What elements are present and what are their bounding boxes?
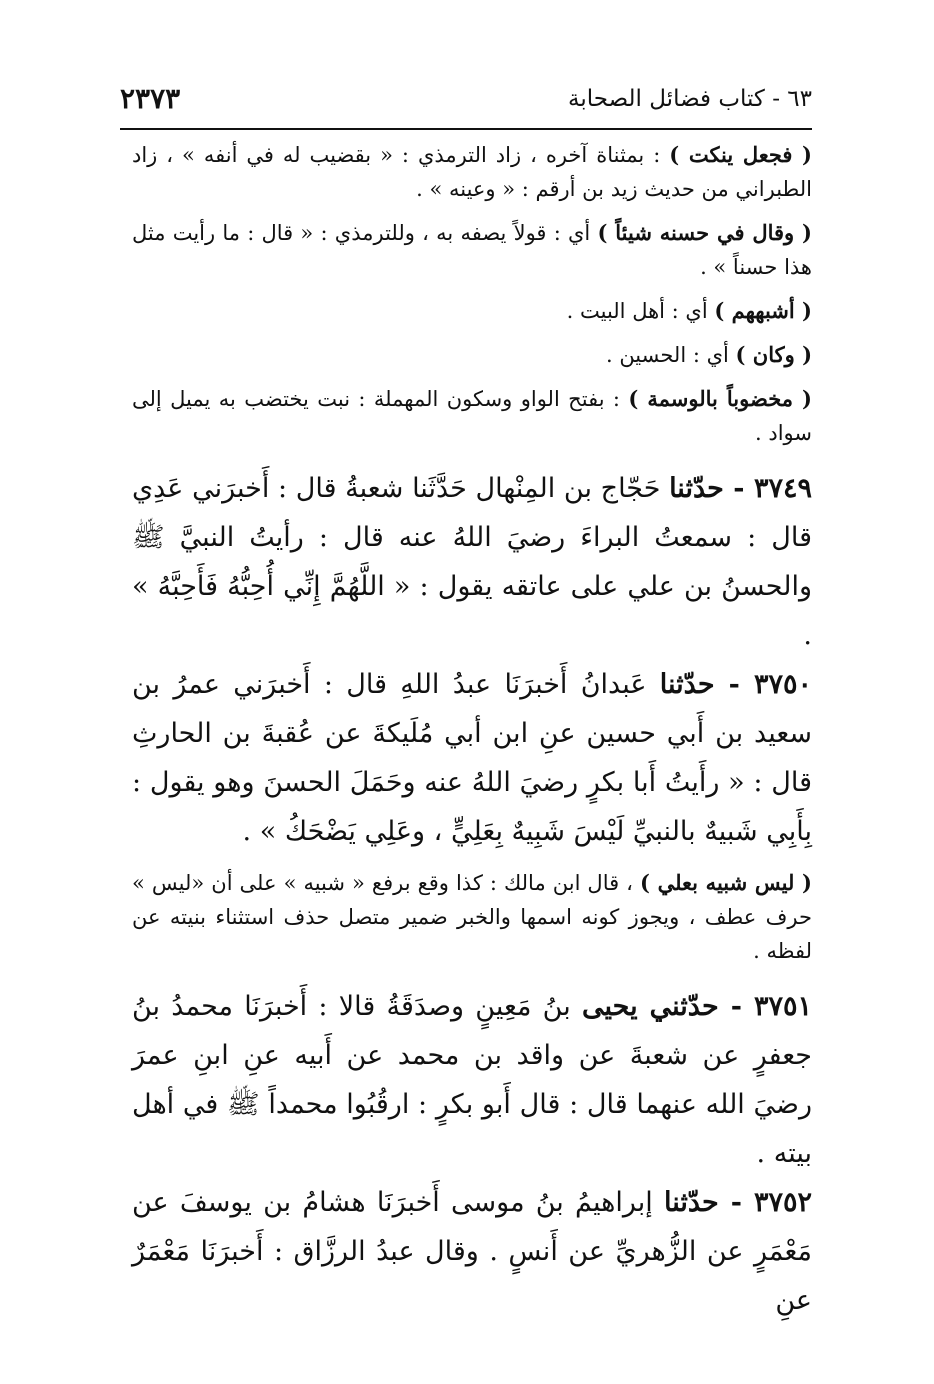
commentary-paragraph xyxy=(132,382,812,450)
commentary-paragraph xyxy=(132,216,812,284)
commentary-paragraph xyxy=(132,138,812,206)
commentary-text: أي : قولاً يصفه به ، وللترمذي : « قال : ما رأيت مثل هذا حسناً » . xyxy=(132,221,812,279)
commentary-text: أي : أهل البيت . xyxy=(566,299,715,323)
hadith-number: ٣٧٤٩ - حدّثنا xyxy=(669,473,812,504)
hadith-number: ٣٧٥٢ - حدّثنا xyxy=(663,1187,812,1218)
commentary-lead: ( أشبههم ) xyxy=(714,298,812,323)
commentary-paragraph xyxy=(132,294,812,328)
hadith-paragraph xyxy=(132,660,812,856)
hadith-number: ٣٧٥٠ - حدّثنا xyxy=(659,669,813,700)
commentary-lead: ( وكان ) xyxy=(735,342,812,367)
commentary-lead: ( وقال في حسنه شيئاً ) xyxy=(597,220,812,245)
commentary-text: أي : الحسين . xyxy=(605,343,736,367)
page-header xyxy=(120,82,812,126)
page-body xyxy=(132,138,812,1325)
commentary-text: : بمثناة آخره ، زاد الترمذي : « بقضيب له في أنفه » ، زاد الطبراني من حديث زيد بن أرقم : « وعينه » . xyxy=(132,143,812,201)
hadith-paragraph xyxy=(132,1178,812,1325)
hadith-paragraph xyxy=(132,464,812,660)
commentary-lead: ( ليس شبيه بعلي ) xyxy=(639,870,812,895)
hadith-number: ٣٧٥١ - حدّثني يحيى xyxy=(582,991,812,1022)
hadith-text: بنُ مَعِينٍ وصدَقَةُ قالا : أَخبرَنَا محمدُ بنُ جعفرٍ عن شعبةَ عن واقد بن محمد عن أَبيه عنِ ابنِ عمرَ رضيَ الله عنهما قال : قال أَبو بكرٍ : ارقُبُوا محمداً ﷺ في أهل بيته . xyxy=(132,991,812,1169)
commentary-text: : بفتح الواو وسكون المهملة : نبت يختضب به يميل إلى سواد . xyxy=(132,387,812,445)
hadith-text: حَجّاج بن المِنْهال حَدَّثَنا شعبةُ قال : أَخبرَني عَدِي قال : سمعتُ البراءَ رضيَ اللهُ عنه قال : رأيتُ النبيَّ ﷺ والحسنُ بن علي على عاتقه يقول : « اللَّهُمَّ إِنِّي أُحِبُّهُ فَأَحِبَّهُ » . xyxy=(132,473,812,651)
commentary-paragraph xyxy=(132,338,812,372)
commentary-text: ، قال ابن مالك : كذا وقع برفع « شبيه » على أن «ليس » حرف عطف ، ويجوز كونه اسمها والخبر ضمير متصل حذف استثناء بنيته عن لفظه . xyxy=(132,871,812,963)
hadith-text: عَبدانُ أَخبرَنَا عبدُ اللهِ قال : أَخبرَني عمرُ بن سعيد بن أَبي حسين عنِ ابن أبي مُلَيكةَ عن عُقبةَ بن الحارثِ قال : « رأَيتُ أَبا بكرٍ رضيَ اللهُ عنه وحَمَلَ الحسنَ وهو يقول : بِأَبِي شَبيهٌ بالنبيِّ لَيْسَ شَبِيهٌ بِعَلِيٍّ ، وعَلِي يَضْحَكُ » . xyxy=(132,669,812,847)
header-rule xyxy=(120,128,812,130)
commentary-lead: ( فجعل ينكت ) xyxy=(669,142,812,167)
hadith-paragraph xyxy=(132,982,812,1178)
commentary-lead: ( مخضوباً بالوسمة ) xyxy=(628,386,812,411)
hadith-text: إبراهيمُ بنُ موسى أَخبرَنَا هشامُ بن يوسفَ عن مَعْمَرٍ عن الزُّهريِّ عن أَنسٍ . وقال عبدُ الرزَّاق : أَخبرَنَا مَعْمَرٌ عنِ xyxy=(132,1187,812,1316)
page-number: ٢٣٧٣ xyxy=(120,82,181,115)
running-title: ٦٣ - كتاب فضائل الصحابة xyxy=(568,86,812,112)
commentary-paragraph xyxy=(132,866,812,968)
